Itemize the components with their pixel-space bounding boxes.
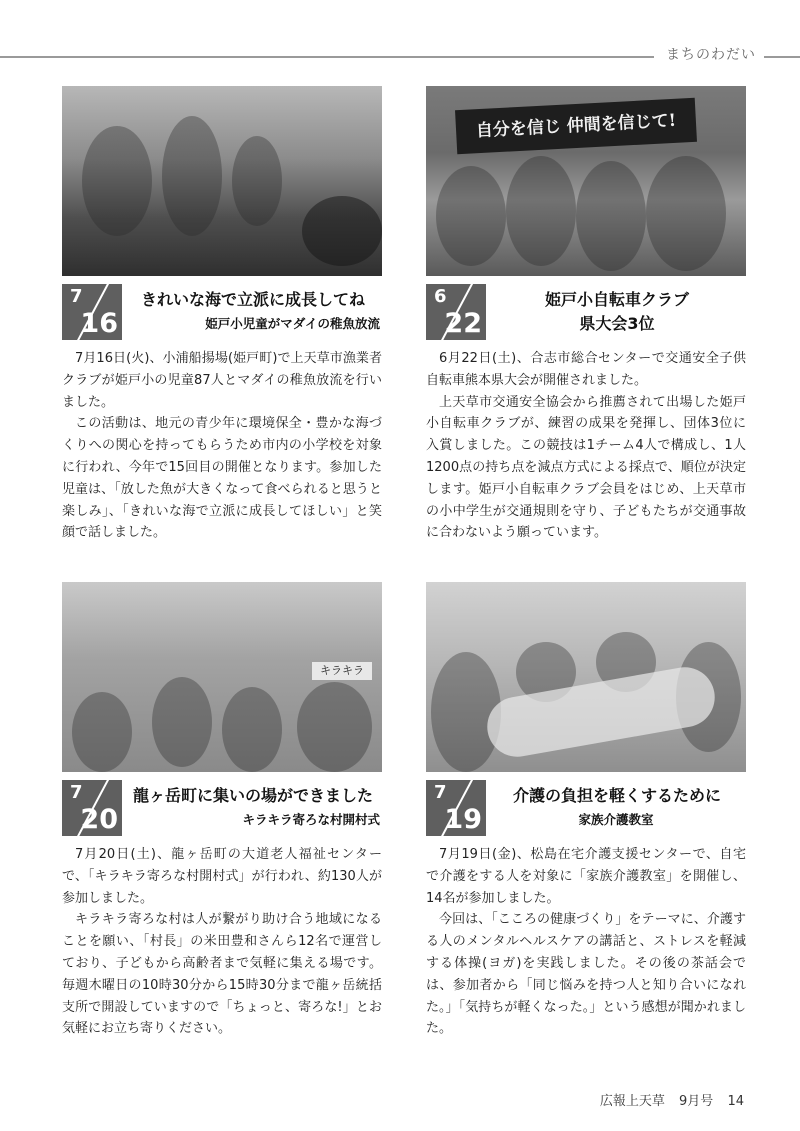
date-month: 7 — [434, 782, 447, 803]
photo-bicycle-club — [426, 86, 746, 276]
date-day: 16 — [80, 308, 118, 339]
paragraph: この活動は、地元の青少年に環境保全・豊かな海づくりへの関心を持ってもらうため市内の小学校を対象に行われ、今年で15回目の開催となります。参加した児童は、「放した魚が大きくなって食べられると思うと楽しみ」、「きれいな海で立派に成長してほしい」と笑顔で話しました。 — [62, 416, 382, 541]
date-month: 7 — [70, 782, 83, 803]
article-title: 姫戸小自転車クラブ — [544, 290, 689, 309]
article-body — [62, 844, 382, 1040]
title-area — [488, 780, 746, 836]
article-body — [62, 348, 382, 544]
article-subtitle: 県大会3位 — [579, 314, 655, 333]
publication-name: 広報上天草 — [599, 1094, 665, 1109]
paragraph: 6月22日(土)、合志市総合センターで交通安全子供自転車熊本県大会が開催されました。 — [426, 351, 746, 388]
date-badge — [62, 780, 122, 836]
photo-banner: 自分を信じ 仲間を信じて! — [455, 98, 697, 155]
photo-village-opening — [62, 582, 382, 772]
article-7-16 — [62, 86, 382, 541]
title-area — [488, 284, 746, 340]
photo-sign: キラキラ — [312, 662, 372, 680]
article-6-22 — [426, 86, 746, 541]
section-label: まちのわだい — [654, 44, 764, 64]
paragraph: 7月16日(火)、小浦船揚場(姫戸町)で上天草市漁業者クラブが姫戸小の児童87人とマダイの稚魚放流を行いました。 — [62, 351, 382, 410]
paragraph: キラキラ寄ろな村は人が繋がり助け合う地域になることを願い、「村長」の米田豊和さんら12名で運営しており、子どもから高齢者まで気軽に集える場です。毎週木曜日の10時30分から15時30分まで龍ヶ岳統括支所で開設していますので「ちょっと、寄ろな!」とお気軽にお立ち寄りください。 — [62, 912, 382, 1037]
date-day: 22 — [444, 308, 482, 339]
photo-care-class — [426, 582, 746, 772]
article-heading — [426, 284, 746, 340]
article-subtitle: キラキラ寄ろな村開村式 — [242, 812, 380, 827]
paragraph: 今回は、「こころの健康づくり」をテーマに、介護する人のメンタルヘルスケアの講話と、ストレスを軽減する体操(ヨガ)を実践しました。その後の茶話会では、参加者から「同じ悩みを持つ人と知り合いになれた。」「気持ちが軽くなった。」という感想が聞かれました。 — [426, 912, 746, 1037]
article-body — [426, 844, 746, 1040]
date-month: 7 — [70, 286, 83, 307]
date-badge — [426, 284, 486, 340]
paragraph: 7月19日(金)、松島在宅介護支援センターで、自宅で介護をする人を対象に「家族介護教室」を開催し、14名が参加しました。 — [426, 847, 746, 906]
article-body — [426, 348, 746, 544]
article-title: 龍ヶ岳町に集いの場ができました — [132, 786, 373, 805]
date-badge — [426, 780, 486, 836]
article-heading — [426, 780, 746, 836]
paragraph: 上天草市交通安全協会から推薦されて出場した姫戸小自転車クラブが、練習の成果を発揮し、団体3位に入賞しました。この競技は1チーム4人で構成し、1人1200点の持ち点を減点方式による採点で、順位が決定します。姫戸小自転車クラブ会員をはじめ、上天草市の小中学生が交通規則を守り、子どもたちが交通事故に合わないよう願っています。 — [426, 394, 746, 541]
article-7-19 — [426, 582, 746, 1037]
article-subtitle: 姫戸小児童がマダイの稚魚放流 — [205, 316, 380, 331]
date-day: 19 — [444, 804, 482, 835]
article-7-20 — [62, 582, 382, 1037]
page-number: 14 — [727, 1094, 744, 1109]
paragraph: 7月20日(土)、龍ヶ岳町の大道老人福祉センターで、「キラキラ寄ろな村開村式」が行われ、約130人が参加しました。 — [62, 847, 382, 906]
article-heading — [62, 780, 382, 836]
date-badge — [62, 284, 122, 340]
page-footer — [590, 1090, 744, 1109]
date-day: 20 — [80, 804, 118, 835]
article-title: きれいな海で立派に成長してね — [140, 290, 365, 309]
article-title: 介護の負担を軽くするために — [512, 786, 721, 805]
article-heading — [62, 284, 382, 340]
title-area — [124, 284, 382, 340]
issue-label: 9月号 — [679, 1094, 714, 1109]
article-subtitle: 家族介護教室 — [578, 812, 654, 827]
date-month: 6 — [434, 286, 447, 307]
title-area — [124, 780, 382, 836]
photo-fish-release — [62, 86, 382, 276]
